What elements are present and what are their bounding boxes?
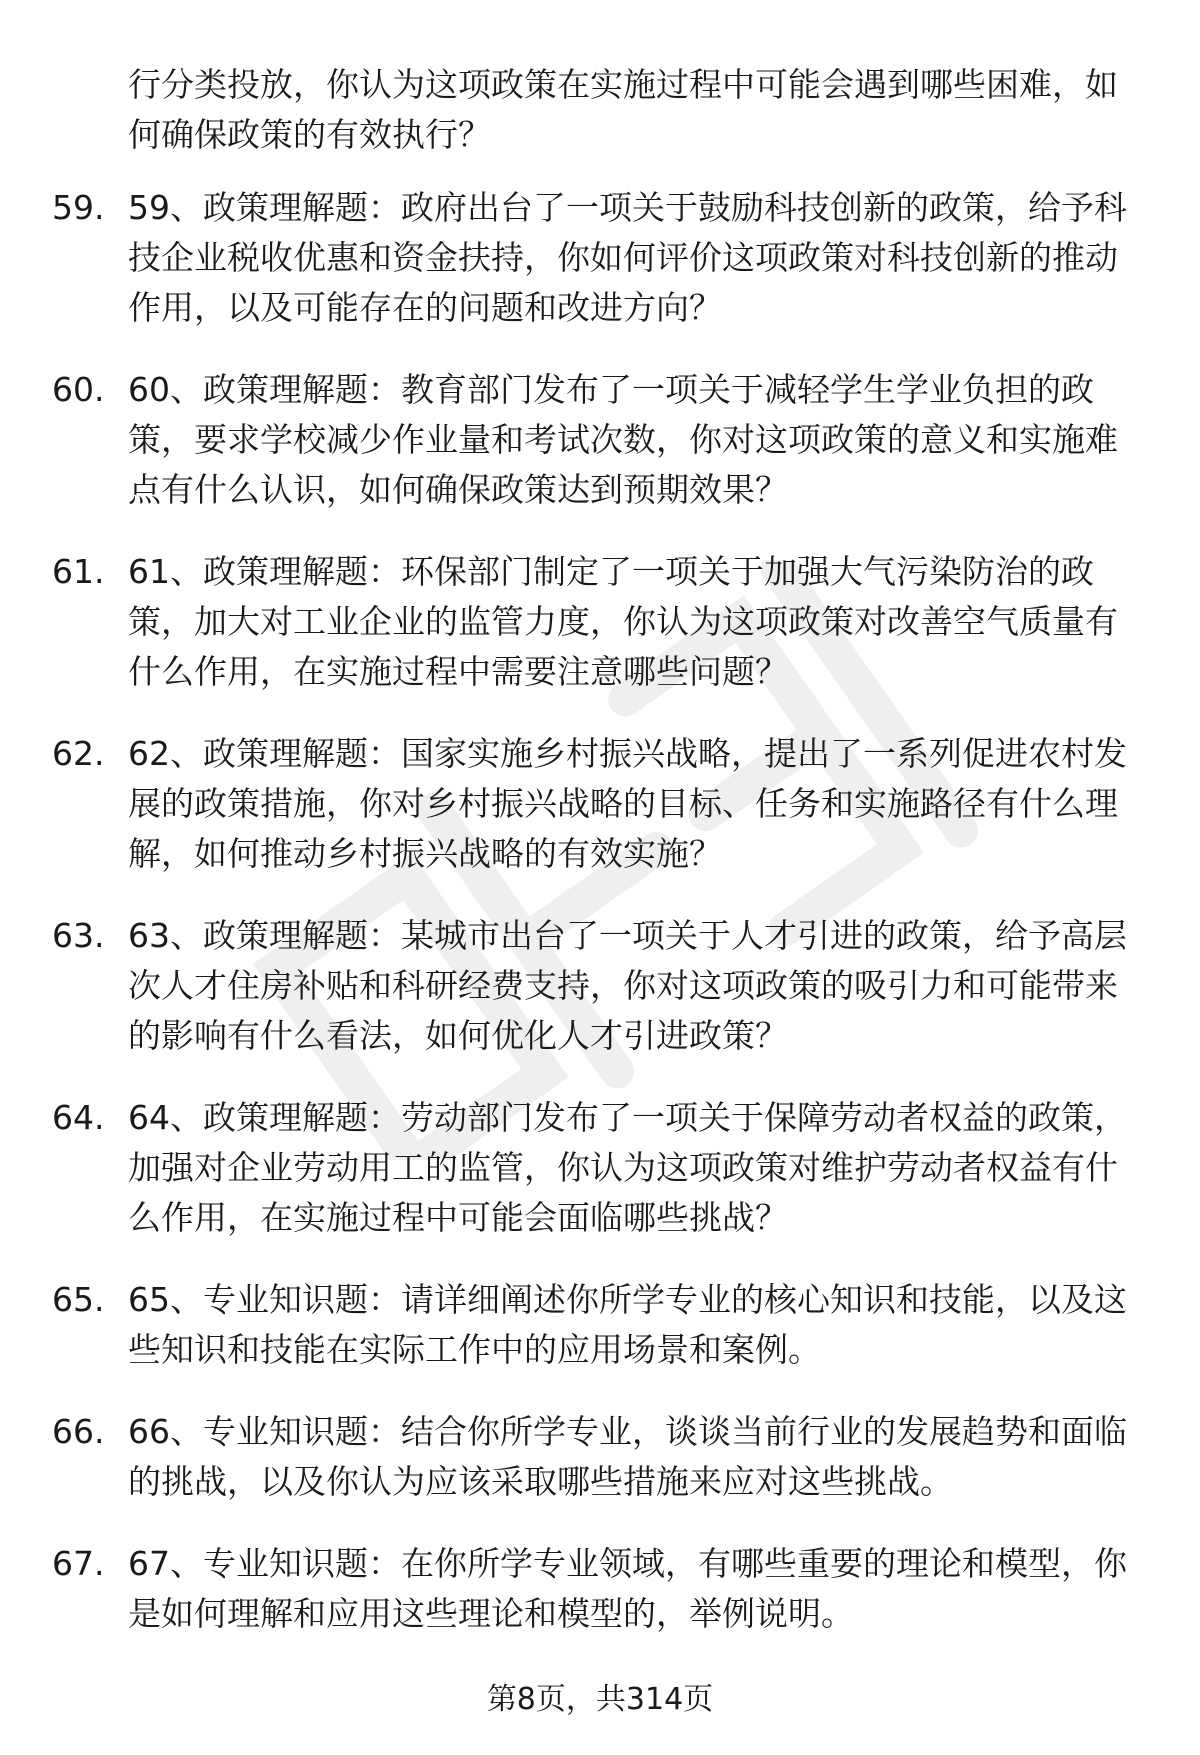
list-item bbox=[0, 1539, 1200, 1639]
item-text: 63、政策理解题：某城市出台了一项关于人才引进的政策，给予高层次人才住房补贴和科研经费支持，你对这项政策的吸引力和可能带来的影响有什么看法，如何优化人才引进政策？ bbox=[128, 916, 1127, 1055]
list-item bbox=[0, 1093, 1200, 1243]
continued-question-text: 行分类投放，你认为这项政策在实施过程中可能会遇到哪些困难，如何确保政策的有效执行？ bbox=[128, 65, 1118, 154]
item-text: 66、专业知识题：结合你所学专业，谈谈当前行业的发展趋势和面临的挑战，以及你认为应该采取哪些措施来应对这些挑战。 bbox=[128, 1412, 1127, 1501]
list-item bbox=[0, 911, 1200, 1061]
item-number: 64. bbox=[52, 1098, 105, 1137]
item-text: 65、专业知识题：请详细阐述你所学专业的核心知识和技能，以及这些知识和技能在实际工作中的应用场景和案例。 bbox=[128, 1280, 1127, 1369]
item-text: 59、政策理解题：政府出台了一项关于鼓励科技创新的政策，给予科技企业税收优惠和资金扶持，你如何评价这项政策对科技创新的推动作用，以及可能存在的问题和改进方向？ bbox=[128, 188, 1127, 327]
question-list bbox=[0, 183, 1200, 1671]
list-item bbox=[0, 1275, 1200, 1375]
item-text: 64、政策理解题：劳动部门发布了一项关于保障劳动者权益的政策，加强对企业劳动用工的监管，你认为这项政策对维护劳动者权益有什么作用，在实施过程中可能会面临哪些挑战？ bbox=[128, 1098, 1127, 1237]
item-number: 61. bbox=[52, 552, 105, 591]
list-item bbox=[0, 1407, 1200, 1507]
item-text: 62、政策理解题：国家实施乡村振兴战略，提出了一系列促进农村发展的政策措施，你对乡村振兴战略的目标、任务和实施路径有什么理解，如何推动乡村振兴战略的有效实施？ bbox=[128, 734, 1127, 873]
list-item bbox=[0, 365, 1200, 515]
item-number: 62. bbox=[52, 734, 105, 773]
item-number: 63. bbox=[52, 916, 105, 955]
item-text: 61、政策理解题：环保部门制定了一项关于加强大气污染防治的政策，加大对工业企业的监管力度，你认为这项政策对改善空气质量有什么作用，在实施过程中需要注意哪些问题？ bbox=[128, 552, 1118, 691]
item-number: 66. bbox=[52, 1412, 105, 1451]
list-item bbox=[0, 183, 1200, 333]
item-number: 67. bbox=[52, 1544, 105, 1583]
item-number: 59. bbox=[52, 188, 105, 227]
item-number: 60. bbox=[52, 370, 105, 409]
item-number: 65. bbox=[52, 1280, 105, 1319]
list-item bbox=[0, 729, 1200, 879]
item-text: 60、政策理解题：教育部门发布了一项关于减轻学生学业负担的政策，要求学校减少作业量和考试次数，你对这项政策的意义和实施难点有什么认识，如何确保政策达到预期效果？ bbox=[128, 370, 1118, 509]
item-text: 67、专业知识题：在你所学专业领域，有哪些重要的理论和模型，你是如何理解和应用这些理论和模型的，举例说明。 bbox=[128, 1544, 1127, 1633]
list-item bbox=[0, 547, 1200, 697]
page-footer: 第8页，共314页 bbox=[486, 1682, 714, 1717]
